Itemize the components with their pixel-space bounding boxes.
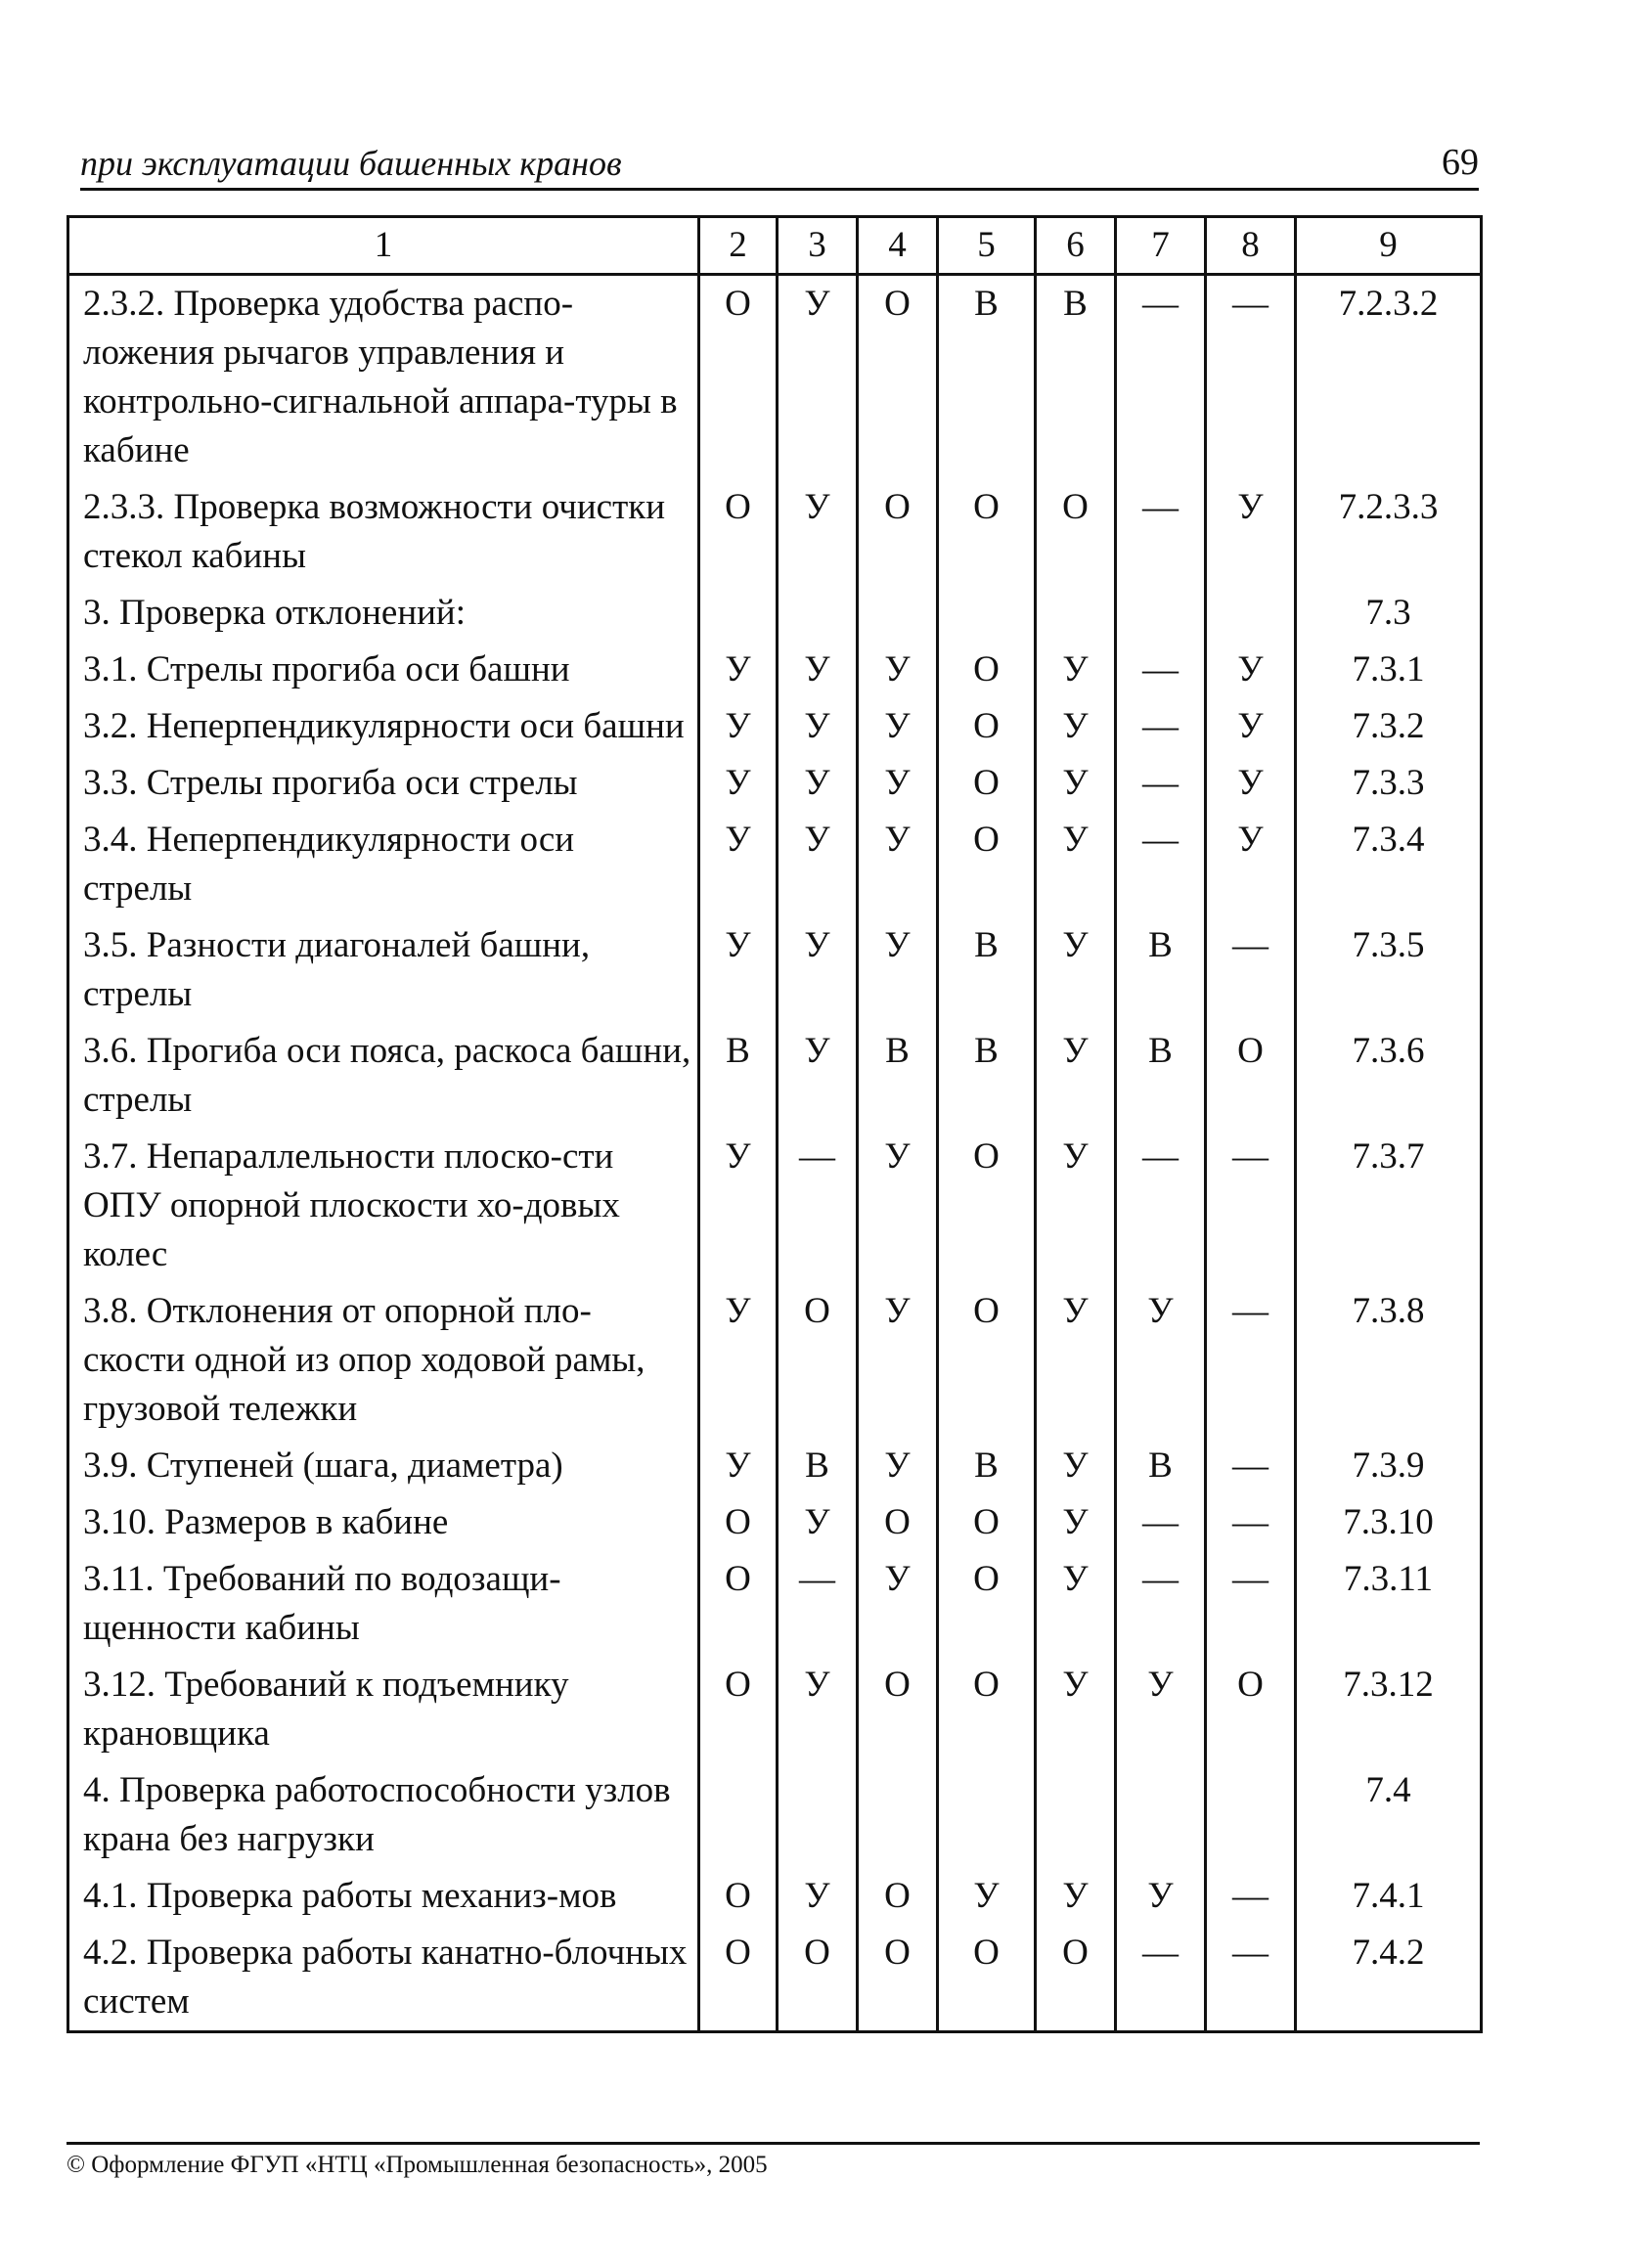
row-cell-col5: В: [938, 1438, 1036, 1494]
row-cell-col2: [699, 585, 778, 642]
row-cell-col7: У: [1116, 1868, 1206, 1925]
row-description: 3.6. Прогиба оси пояса, раскоса башни, стрелы: [68, 1023, 699, 1129]
row-description: 3.7. Непараллельности плоско-сти ОПУ опорной плоскости хо-довых колес: [68, 1129, 699, 1283]
row-cell-col4: О: [858, 1657, 938, 1762]
row-cell-col9: 7.3.7: [1296, 1129, 1482, 1283]
row-cell-col3: У: [778, 275, 858, 480]
table-row: [68, 1868, 1482, 1925]
row-cell-col9: 7.3.2: [1296, 698, 1482, 755]
table-row: [68, 585, 1482, 642]
row-cell-col3: У: [778, 642, 858, 698]
table-row: [68, 1551, 1482, 1657]
row-cell-col7: —: [1116, 698, 1206, 755]
row-cell-col6: У: [1036, 1023, 1116, 1129]
table-row: [68, 275, 1482, 480]
row-cell-col6: О: [1036, 1925, 1116, 2032]
row-cell-col4: У: [858, 1551, 938, 1657]
row-cell-col8: —: [1206, 1283, 1296, 1438]
row-cell-col4: О: [858, 1494, 938, 1551]
row-cell-col6: У: [1036, 1551, 1116, 1657]
row-cell-col2: У: [699, 755, 778, 812]
row-cell-col5: В: [938, 917, 1036, 1023]
row-cell-col5: О: [938, 1657, 1036, 1762]
row-cell-col2: У: [699, 642, 778, 698]
table-row: [68, 479, 1482, 585]
row-cell-col9: 7.3.3: [1296, 755, 1482, 812]
row-cell-col7: —: [1116, 1925, 1206, 2032]
row-cell-col5: О: [938, 642, 1036, 698]
row-cell-col8: —: [1206, 1438, 1296, 1494]
row-cell-col2: У: [699, 1438, 778, 1494]
row-cell-col5: О: [938, 812, 1036, 917]
row-description: 3.1. Стрелы прогиба оси башни: [68, 642, 699, 698]
row-cell-col7: —: [1116, 755, 1206, 812]
row-cell-col4: В: [858, 1023, 938, 1129]
row-description: 2.3.2. Проверка удобства распо-ложения рычагов управления и контрольно-сигнальной аппара-туры в кабине: [68, 275, 699, 480]
row-cell-col7: В: [1116, 1438, 1206, 1494]
column-header-1: 1: [68, 217, 699, 275]
row-cell-col8: У: [1206, 755, 1296, 812]
row-cell-col3: У: [778, 1023, 858, 1129]
column-header-7: 7: [1116, 217, 1206, 275]
row-cell-col6: У: [1036, 1283, 1116, 1438]
row-cell-col4: [858, 1762, 938, 1868]
row-cell-col6: У: [1036, 1494, 1116, 1551]
row-cell-col6: У: [1036, 1129, 1116, 1283]
row-cell-col9: 7.3.8: [1296, 1283, 1482, 1438]
table-row: [68, 917, 1482, 1023]
row-cell-col3: —: [778, 1551, 858, 1657]
row-description: 3.8. Отклонения от опорной пло-скости одной из опор ходовой рамы, грузовой тележки: [68, 1283, 699, 1438]
column-header-2: 2: [699, 217, 778, 275]
row-cell-col3: У: [778, 917, 858, 1023]
row-cell-col9: 7.2.3.2: [1296, 275, 1482, 480]
row-cell-col3: О: [778, 1925, 858, 2032]
table-row: [68, 812, 1482, 917]
row-cell-col3: У: [778, 1494, 858, 1551]
row-cell-col5: У: [938, 1868, 1036, 1925]
row-cell-col5: О: [938, 1925, 1036, 2032]
row-cell-col8: [1206, 1762, 1296, 1868]
row-cell-col5: [938, 1762, 1036, 1868]
row-cell-col8: У: [1206, 479, 1296, 585]
row-cell-col9: 7.3.5: [1296, 917, 1482, 1023]
row-cell-col2: О: [699, 1657, 778, 1762]
page-number: 69: [1442, 142, 1479, 183]
row-cell-col8: —: [1206, 917, 1296, 1023]
column-header-3: 3: [778, 217, 858, 275]
row-cell-col9: 7.2.3.3: [1296, 479, 1482, 585]
row-cell-col7: [1116, 585, 1206, 642]
row-cell-col5: О: [938, 1129, 1036, 1283]
row-cell-col4: У: [858, 1438, 938, 1494]
row-description: 3. Проверка отклонений:: [68, 585, 699, 642]
row-cell-col8: —: [1206, 275, 1296, 480]
row-cell-col2: О: [699, 1551, 778, 1657]
row-cell-col3: О: [778, 1283, 858, 1438]
table-row: [68, 1023, 1482, 1129]
row-cell-col5: О: [938, 1551, 1036, 1657]
row-cell-col6: [1036, 585, 1116, 642]
row-cell-col9: 7.3.12: [1296, 1657, 1482, 1762]
table-row: [68, 755, 1482, 812]
row-cell-col2: [699, 1762, 778, 1868]
row-cell-col9: 7.3.6: [1296, 1023, 1482, 1129]
table-row: [68, 1129, 1482, 1283]
row-cell-col2: У: [699, 917, 778, 1023]
inspection-table: [67, 215, 1483, 2033]
row-cell-col5: В: [938, 1023, 1036, 1129]
row-description: 2.3.3. Проверка возможности очистки стекол кабины: [68, 479, 699, 585]
row-description: 3.10. Размеров в кабине: [68, 1494, 699, 1551]
row-cell-col3: У: [778, 479, 858, 585]
row-cell-col8: О: [1206, 1657, 1296, 1762]
row-cell-col7: —: [1116, 479, 1206, 585]
row-cell-col4: [858, 585, 938, 642]
row-cell-col7: —: [1116, 1494, 1206, 1551]
row-cell-col4: О: [858, 1868, 938, 1925]
row-cell-col2: У: [699, 812, 778, 917]
row-description: 3.12. Требований к подъемнику крановщика: [68, 1657, 699, 1762]
table-row: [68, 1438, 1482, 1494]
copyright-notice: © Оформление ФГУП «НТЦ «Промышленная безопасность», 2005: [67, 2152, 768, 2178]
row-description: 3.5. Разности диагоналей башни, стрелы: [68, 917, 699, 1023]
row-cell-col4: У: [858, 1283, 938, 1438]
row-cell-col9: 7.3.1: [1296, 642, 1482, 698]
running-title: при эксплуатации башенных кранов: [80, 144, 622, 183]
column-header-4: 4: [858, 217, 938, 275]
table-body: [68, 275, 1482, 2032]
row-cell-col2: О: [699, 1494, 778, 1551]
row-cell-col5: О: [938, 479, 1036, 585]
row-cell-col8: —: [1206, 1868, 1296, 1925]
table-header-row: [68, 217, 1482, 275]
row-cell-col3: [778, 585, 858, 642]
row-cell-col3: [778, 1762, 858, 1868]
row-cell-col5: О: [938, 1494, 1036, 1551]
row-cell-col8: О: [1206, 1023, 1296, 1129]
row-cell-col4: У: [858, 642, 938, 698]
row-cell-col3: У: [778, 812, 858, 917]
column-header-5: 5: [938, 217, 1036, 275]
table-row: [68, 1494, 1482, 1551]
row-cell-col8: —: [1206, 1494, 1296, 1551]
row-cell-col4: У: [858, 1129, 938, 1283]
table-row: [68, 698, 1482, 755]
row-cell-col3: У: [778, 1657, 858, 1762]
row-cell-col7: —: [1116, 812, 1206, 917]
table-row: [68, 1283, 1482, 1438]
row-cell-col3: У: [778, 1868, 858, 1925]
row-cell-col6: У: [1036, 755, 1116, 812]
row-cell-col7: —: [1116, 1129, 1206, 1283]
footer-rule: [67, 2142, 1480, 2145]
row-description: 4.2. Проверка работы канатно-блочных систем: [68, 1925, 699, 2032]
row-cell-col3: У: [778, 698, 858, 755]
row-cell-col2: О: [699, 1868, 778, 1925]
row-cell-col8: —: [1206, 1925, 1296, 2032]
row-cell-col3: В: [778, 1438, 858, 1494]
row-cell-col5: О: [938, 755, 1036, 812]
row-cell-col9: 7.3.11: [1296, 1551, 1482, 1657]
row-cell-col5: [938, 585, 1036, 642]
row-cell-col4: О: [858, 479, 938, 585]
row-cell-col6: У: [1036, 1868, 1116, 1925]
row-cell-col6: У: [1036, 812, 1116, 917]
row-cell-col3: —: [778, 1129, 858, 1283]
row-cell-col6: У: [1036, 917, 1116, 1023]
row-cell-col8: —: [1206, 1551, 1296, 1657]
row-description: 4.1. Проверка работы механиз-мов: [68, 1868, 699, 1925]
row-cell-col8: У: [1206, 698, 1296, 755]
row-cell-col6: У: [1036, 642, 1116, 698]
row-cell-col7: —: [1116, 1551, 1206, 1657]
row-cell-col9: 7.4.1: [1296, 1868, 1482, 1925]
row-cell-col2: У: [699, 1129, 778, 1283]
row-description: 3.3. Стрелы прогиба оси стрелы: [68, 755, 699, 812]
row-cell-col7: У: [1116, 1283, 1206, 1438]
row-cell-col7: —: [1116, 275, 1206, 480]
row-cell-col8: —: [1206, 1129, 1296, 1283]
row-cell-col4: У: [858, 917, 938, 1023]
row-cell-col2: У: [699, 1283, 778, 1438]
row-description: 3.11. Требований по водозащи-щенности кабины: [68, 1551, 699, 1657]
row-cell-col6: У: [1036, 698, 1116, 755]
row-cell-col6: В: [1036, 275, 1116, 480]
row-cell-col4: О: [858, 1925, 938, 2032]
row-cell-col8: [1206, 585, 1296, 642]
row-cell-col5: О: [938, 1283, 1036, 1438]
column-header-9: 9: [1296, 217, 1482, 275]
row-description: 4. Проверка работоспособности узлов крана без нагрузки: [68, 1762, 699, 1868]
table-row: [68, 1762, 1482, 1868]
column-header-6: 6: [1036, 217, 1116, 275]
row-cell-col8: У: [1206, 812, 1296, 917]
row-description: 3.9. Ступеней (шага, диаметра): [68, 1438, 699, 1494]
inspection-table-container: [67, 215, 1480, 2114]
row-cell-col6: У: [1036, 1438, 1116, 1494]
row-cell-col9: 7.4.2: [1296, 1925, 1482, 2032]
row-cell-col7: —: [1116, 642, 1206, 698]
row-cell-col6: [1036, 1762, 1116, 1868]
row-cell-col9: 7.3: [1296, 585, 1482, 642]
row-cell-col4: У: [858, 812, 938, 917]
row-cell-col8: У: [1206, 642, 1296, 698]
row-cell-col9: 7.4: [1296, 1762, 1482, 1868]
row-cell-col2: У: [699, 698, 778, 755]
running-header: [80, 137, 1479, 191]
row-cell-col4: У: [858, 755, 938, 812]
row-cell-col7: В: [1116, 1023, 1206, 1129]
row-cell-col9: 7.3.4: [1296, 812, 1482, 917]
row-cell-col7: У: [1116, 1657, 1206, 1762]
row-cell-col3: У: [778, 755, 858, 812]
column-header-8: 8: [1206, 217, 1296, 275]
row-cell-col4: У: [858, 698, 938, 755]
row-cell-col7: В: [1116, 917, 1206, 1023]
row-cell-col7: [1116, 1762, 1206, 1868]
table-row: [68, 642, 1482, 698]
row-cell-col6: У: [1036, 1657, 1116, 1762]
row-description: 3.2. Неперпендикулярности оси башни: [68, 698, 699, 755]
table-row: [68, 1925, 1482, 2032]
row-description: 3.4. Неперпендикулярности оси стрелы: [68, 812, 699, 917]
table-row: [68, 1657, 1482, 1762]
row-cell-col2: О: [699, 275, 778, 480]
row-cell-col9: 7.3.10: [1296, 1494, 1482, 1551]
row-cell-col6: О: [1036, 479, 1116, 585]
row-cell-col5: В: [938, 275, 1036, 480]
row-cell-col9: 7.3.9: [1296, 1438, 1482, 1494]
row-cell-col4: О: [858, 275, 938, 480]
row-cell-col5: О: [938, 698, 1036, 755]
row-cell-col2: О: [699, 479, 778, 585]
row-cell-col2: О: [699, 1925, 778, 2032]
row-cell-col2: В: [699, 1023, 778, 1129]
